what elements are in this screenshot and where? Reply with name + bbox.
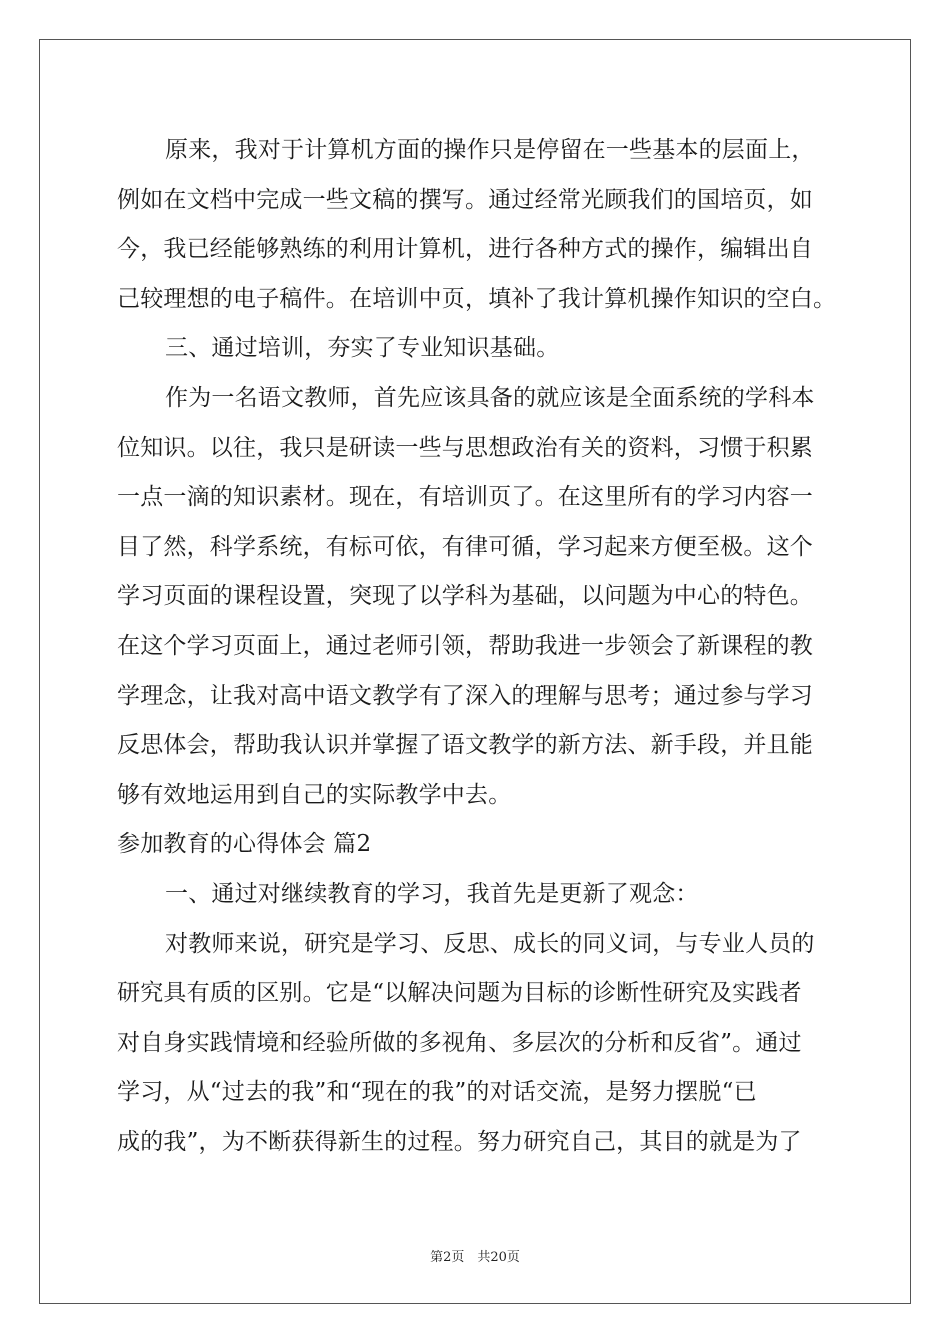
section-heading: 一、通过对继续教育的学习，我首先是更新了观念： bbox=[165, 880, 699, 907]
text-line: 今，我已经能够熟练的利用计算机，进行各种方式的操作，编辑出自 bbox=[117, 236, 813, 263]
text-line: 学习页面的课程设置，突现了以学科为基础，以问题为中心的特色。 bbox=[117, 583, 813, 610]
text-line: 对自身实践情境和经验所做的多视角、多层次的分析和反省”。通过 bbox=[117, 1029, 802, 1056]
page-number-footer: 第2页 共20页 bbox=[430, 1250, 520, 1265]
text-line: 原来，我对于计算机方面的操作只是停留在一些基本的层面上， bbox=[165, 137, 815, 163]
section-heading: 三、通过培训，夯实了专业知识基础。 bbox=[165, 335, 560, 362]
text-line: 目了然，科学系统，有标可依，有律可循，学习起来方便至极。这个 bbox=[117, 533, 813, 560]
text-line: 在这个学习页面上，通过老师引领，帮助我进一步领会了新课程的教 bbox=[117, 632, 813, 659]
text-line: 作为一名语文教师，首先应该具备的就应该是全面系统的学科本 bbox=[165, 384, 815, 411]
article-title: 参加教育的心得体会 篇2 bbox=[117, 831, 372, 858]
text-line: 一点一滴的知识素材。现在，有培训页了。在这里所有的学习内容一 bbox=[117, 484, 813, 511]
text-line: 位知识。以往，我只是研读一些与思想政治有关的资料，习惯于积累 bbox=[117, 434, 813, 461]
text-line: 够有效地运用到自己的实际教学中去。 bbox=[117, 781, 512, 808]
text-line: 学理念，让我对高中语文教学有了深入的理解与思考；通过参与学习 bbox=[117, 682, 813, 709]
text-line: 己较理想的电子稿件。在培训中页，填补了我计算机操作知识的空白。 bbox=[117, 285, 837, 312]
text-line: 对教师来说，研究是学习、反思、成长的同义词，与专业人员的 bbox=[165, 930, 815, 957]
text-line: 例如在文档中完成一些文稿的撰写。通过经常光顾我们的国培页，如 bbox=[117, 186, 813, 213]
text-line: 反思体会，帮助我认识并掌握了语文教学的新方法、新手段，并且能 bbox=[117, 732, 813, 759]
text-line: 学习，从“过去的我”和“现在的我”的对话交流，是努力摆脱“已 bbox=[117, 1079, 757, 1106]
document-body bbox=[117, 126, 837, 1167]
text-line: 研究具有质的区别。它是“以解决问题为目标的诊断性研究及实践者 bbox=[117, 980, 802, 1007]
text-line: 成的我”，为不断获得新生的过程。努力研究自己，其目的就是为了 bbox=[117, 1128, 802, 1155]
